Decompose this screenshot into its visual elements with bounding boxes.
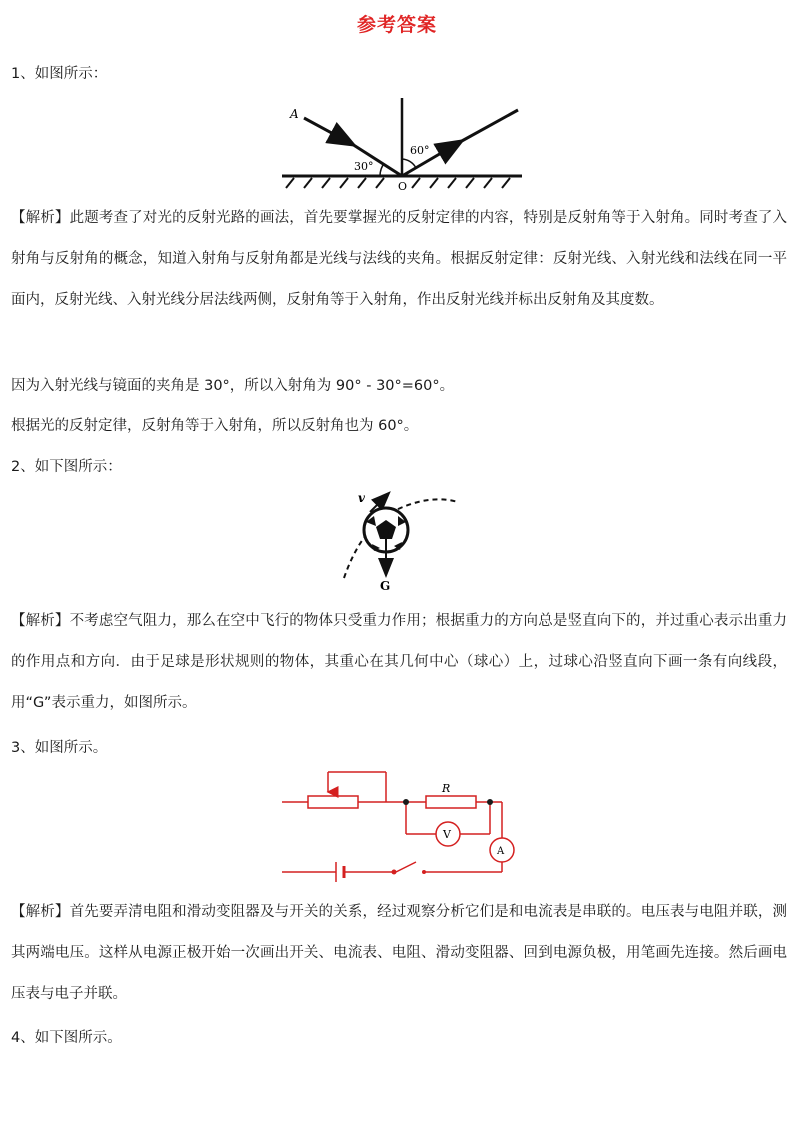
junction-dot xyxy=(403,799,409,805)
q3-heading: 3、如图所示。 xyxy=(11,740,108,756)
angle-arc-30 xyxy=(380,165,383,176)
incident-ray xyxy=(304,118,352,144)
label-v: v xyxy=(358,491,365,505)
label-g: G xyxy=(380,579,391,593)
q1-line3: 根据光的反射定律，反射角等于入射角，所以反射角也为 60°。 xyxy=(11,418,419,434)
circuit-wires xyxy=(282,772,514,882)
q2-heading: 2、如下图所示： xyxy=(11,459,122,475)
resistor xyxy=(426,796,476,808)
circuit-diagram xyxy=(280,766,526,890)
football-diagram xyxy=(336,488,460,596)
rheostat xyxy=(308,796,358,808)
reflection-diagram xyxy=(280,96,526,190)
q1-line2: 因为入射光线与镜面的夹角是 30°，所以入射角为 90° - 30°=60°。 xyxy=(11,378,455,394)
q2-analysis: 【解析】不考虑空气阻力，那么在空中飞行的物体只受重力作用；根据重力的方向总是竖直向下的，并过重心表示出重力的作用点和方向．由于足球是形状规则的物体，其重心在其几何中心（球心）上，过球心沿竖直向下画一条有向线段，用“G”表示重力，如图所示。 xyxy=(11,613,787,711)
q1-heading: 1、如图所示： xyxy=(11,66,108,82)
label-a: A xyxy=(497,846,505,857)
label-o: O xyxy=(398,180,408,190)
page-title: 参考答案 xyxy=(356,14,437,36)
q4-heading: 4、如下图所示。 xyxy=(11,1030,122,1046)
q3-analysis: 【解析】首先要弄清电阻和滑动变阻器及与开关的关系，经过观察分析它们是和电流表是串联的。电压表与电阻并联，测其两端电压。这样从电源正极开始一次画出开关、电流表、电阻、滑动变阻器、回到电源负极，用笔画先连接。然后画电压表与电子并联。 xyxy=(11,904,787,1002)
label-60: 60° xyxy=(410,144,430,157)
q1-analysis: 【解析】此题考查了对光的反射光路的画法，首先要掌握光的反射定律的内容，特别是反射角等于入射角。同时考查了入射角与反射角的概念，知道入射角与反射角都是光线与法线的夹角。根据反射定律：反射光线、入射光线和法线在同一平面内，反射光线、入射光线分居法线两侧，反射角等于入射角，作出反射光线并标出反射角及其度数。 xyxy=(11,210,787,308)
junction-dot xyxy=(487,799,493,805)
label-a: A xyxy=(290,107,299,121)
label-r: R xyxy=(442,782,451,795)
switch-blade xyxy=(396,862,416,872)
label-v: V xyxy=(443,828,451,841)
angle-arc-60 xyxy=(402,159,416,168)
label-30: 30° xyxy=(354,160,374,173)
